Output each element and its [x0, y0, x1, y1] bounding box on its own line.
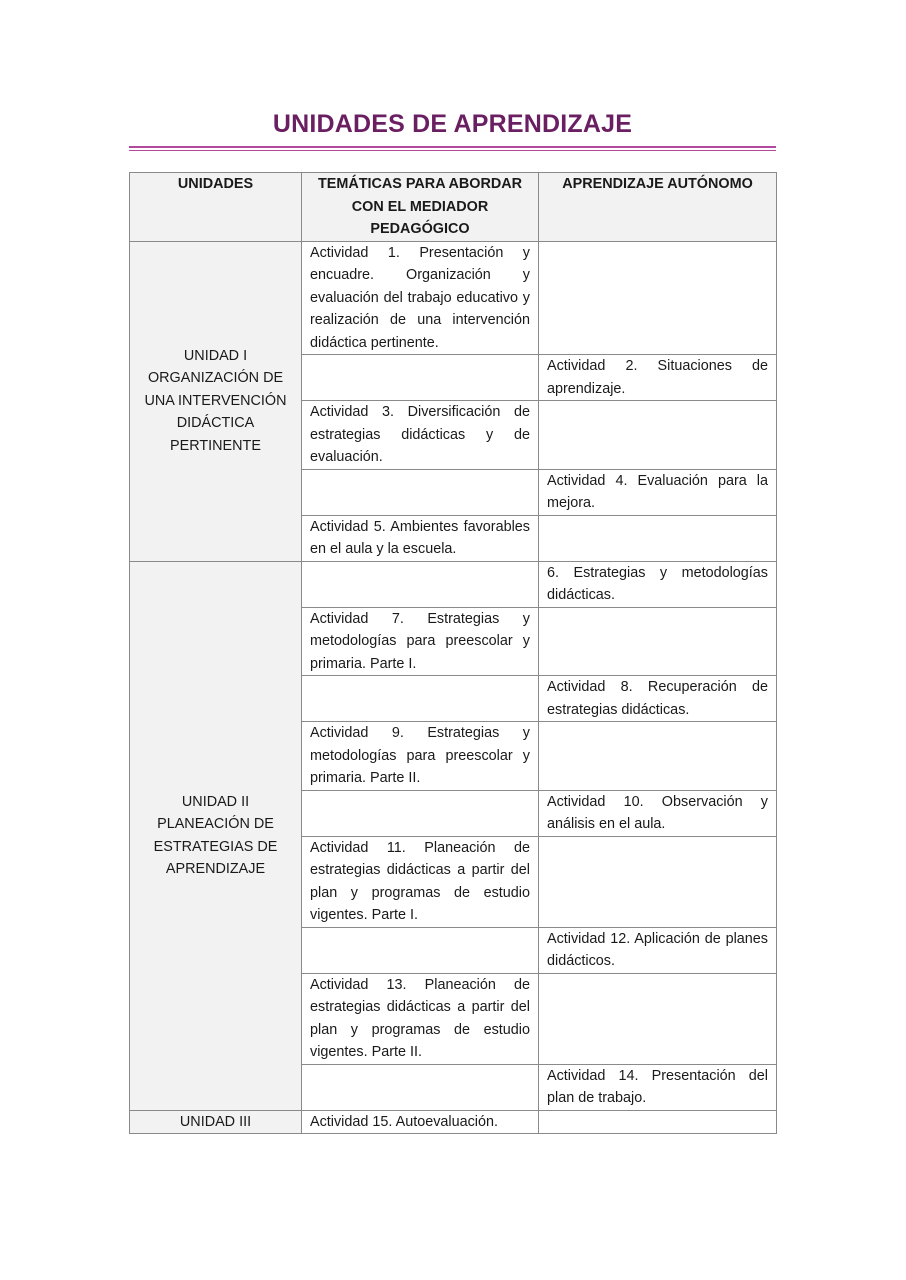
empty-cell: [302, 1064, 539, 1110]
activity-14: Actividad 14. Presentación del plan de trabajo.: [539, 1064, 777, 1110]
empty-cell: [302, 927, 539, 973]
activity-9: Actividad 9. Estrategias y metodologías para preescolar y primaria. Parte II.: [302, 722, 539, 791]
activity-3: Actividad 3. Diversificación de estrategias didácticas y de evaluación.: [302, 401, 539, 470]
header-units: UNIDADES: [130, 173, 302, 242]
empty-cell: [539, 607, 777, 676]
activity-7: Actividad 7. Estrategias y metodologías para preescolar y primaria. Parte I.: [302, 607, 539, 676]
table-row: [130, 561, 777, 607]
empty-cell: [302, 676, 539, 722]
unit-1-name: ORGANIZACIÓN DE UNA INTERVENCIÓN DIDÁCTICA PERTINENTE: [144, 370, 287, 454]
unit-1-cell: [130, 241, 302, 561]
table-row: [130, 1110, 777, 1134]
units-table: [129, 172, 777, 1134]
header-autonomous: APRENDIZAJE AUTÓNOMO: [539, 173, 777, 242]
activity-13: Actividad 13. Planeación de estrategias didácticas a partir del plan y programas de estudio vigentes. Parte II.: [302, 973, 539, 1064]
activity-5: Actividad 5. Ambientes favorables en el aula y la escuela.: [302, 515, 539, 561]
activity-12: Actividad 12. Aplicación de planes didácticos.: [539, 927, 777, 973]
empty-cell: [539, 515, 777, 561]
activity-15: Actividad 15. Autoevaluación.: [302, 1110, 539, 1134]
activity-11: Actividad 11. Planeación de estrategias didácticas a partir del plan y programas de estudio vigentes. Parte I.: [302, 836, 539, 927]
empty-cell: [539, 241, 777, 355]
empty-cell: [302, 561, 539, 607]
activity-10: Actividad 10. Observación y análisis en el aula.: [539, 790, 777, 836]
empty-cell: [539, 722, 777, 791]
empty-cell: [539, 401, 777, 470]
unit-2-label: UNIDAD II: [181, 793, 250, 810]
empty-cell: [302, 790, 539, 836]
empty-cell: [302, 355, 539, 401]
unit-2-cell: [130, 561, 302, 1110]
empty-cell: [539, 836, 777, 927]
header-row: [130, 173, 777, 242]
activity-2: Actividad 2. Situaciones de aprendizaje.: [539, 355, 777, 401]
unit-2-name: PLANEACIÓN DE ESTRATEGIAS DE APRENDIZAJE: [153, 816, 278, 877]
table-row: [130, 241, 777, 355]
header-topics: TEMÁTICAS PARA ABORDAR CON EL MEDIADOR PEDAGÓGICO: [302, 173, 539, 242]
title-underline-thin: [129, 150, 776, 151]
title-underline: [129, 146, 776, 148]
page-title: UNIDADES DE APRENDIZAJE: [272, 110, 633, 138]
activity-4: Actividad 4. Evaluación para la mejora.: [539, 469, 777, 515]
unit-3-cell: [130, 1110, 302, 1134]
unit-1-label: UNIDAD I: [183, 347, 248, 364]
empty-cell: [539, 973, 777, 1064]
empty-cell: [302, 469, 539, 515]
activity-8: Actividad 8. Recuperación de estrategias didácticas.: [539, 676, 777, 722]
activity-6: 6. Estrategias y metodologías didácticas.: [539, 561, 777, 607]
activity-1: Actividad 1. Presentación y encuadre. Organización y evaluación del trabajo educativo y realización de una intervención didáctica pertinente.: [302, 241, 539, 355]
empty-cell: [539, 1110, 777, 1134]
unit-3-label: UNIDAD III: [179, 1113, 252, 1130]
